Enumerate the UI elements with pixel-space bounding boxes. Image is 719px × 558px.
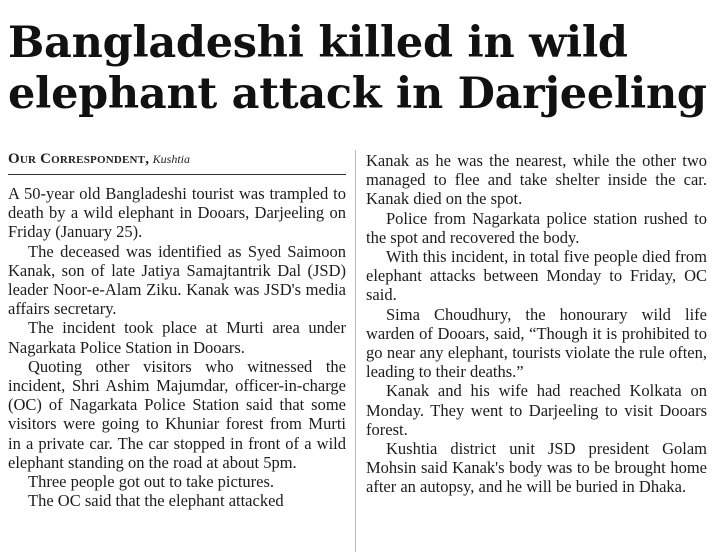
headline: Bangladeshi killed in wild elephant attack in Darjeeling xyxy=(8,18,707,119)
byline-location: Kushtia xyxy=(152,152,191,166)
paragraph: Three people got out to take pictures. xyxy=(28,472,275,492)
column-divider xyxy=(355,150,356,552)
article-column-2 xyxy=(366,151,707,497)
paragraph: The OC said that the elephant attacked xyxy=(28,491,284,511)
paragraph: A 50-year old Bangladeshi tourist was trampled to death by a wild elephant in Dooars, Darjeeling on Friday (January 25). xyxy=(8,184,346,242)
byline xyxy=(8,150,346,175)
paragraph: Kanak and his wife had reached Kolkata on Monday. They went to Darjeeling to visit Dooars forest. xyxy=(366,381,707,439)
paragraph: The deceased was identified as Syed Saimoon Kanak, son of late Jatiya Samajtantrik Dal (JSD) leader Noor-e-Alam Ziku. Kanak was JSD's media affairs secretary. xyxy=(8,241,346,319)
paragraph: Quoting other visitors who witnessed the incident, Shri Ashim Majumdar, officer-in-charge (OC) of Nagarkata Police Station said that some visitors were going to Khuniar forest from Murti in a private car. The car stopped in front of a wild elephant standing on the road at about 5pm. xyxy=(8,356,346,472)
paragraph: With this incident, in total five people died from elephant attacks between Monday to Friday, OC said. xyxy=(366,247,707,305)
paragraph: Sima Choudhury, the honourary wild life warden of Dooars, said, “Though it is prohibited to go near any elephant, tourists violate the rule often, leading to their deaths.” xyxy=(366,304,707,382)
paragraph: The incident took place at Murti area under Nagarkata Police Station in Dooars. xyxy=(8,318,346,357)
paragraph: Kanak as he was the nearest, while the other two managed to flee and take shelter inside the car. Kanak died on the spot. xyxy=(366,151,707,209)
article-column-1 xyxy=(8,184,346,510)
paragraph: Police from Nagarkata police station rushed to the spot and recovered the body. xyxy=(366,208,707,247)
paragraph: Kushtia district unit JSD president Golam Mohsin said Kanak's body was to be brought home after an autopsy, and he will be buried in Dhaka. xyxy=(366,439,707,497)
byline-author: Our Correspondent, xyxy=(8,151,150,167)
